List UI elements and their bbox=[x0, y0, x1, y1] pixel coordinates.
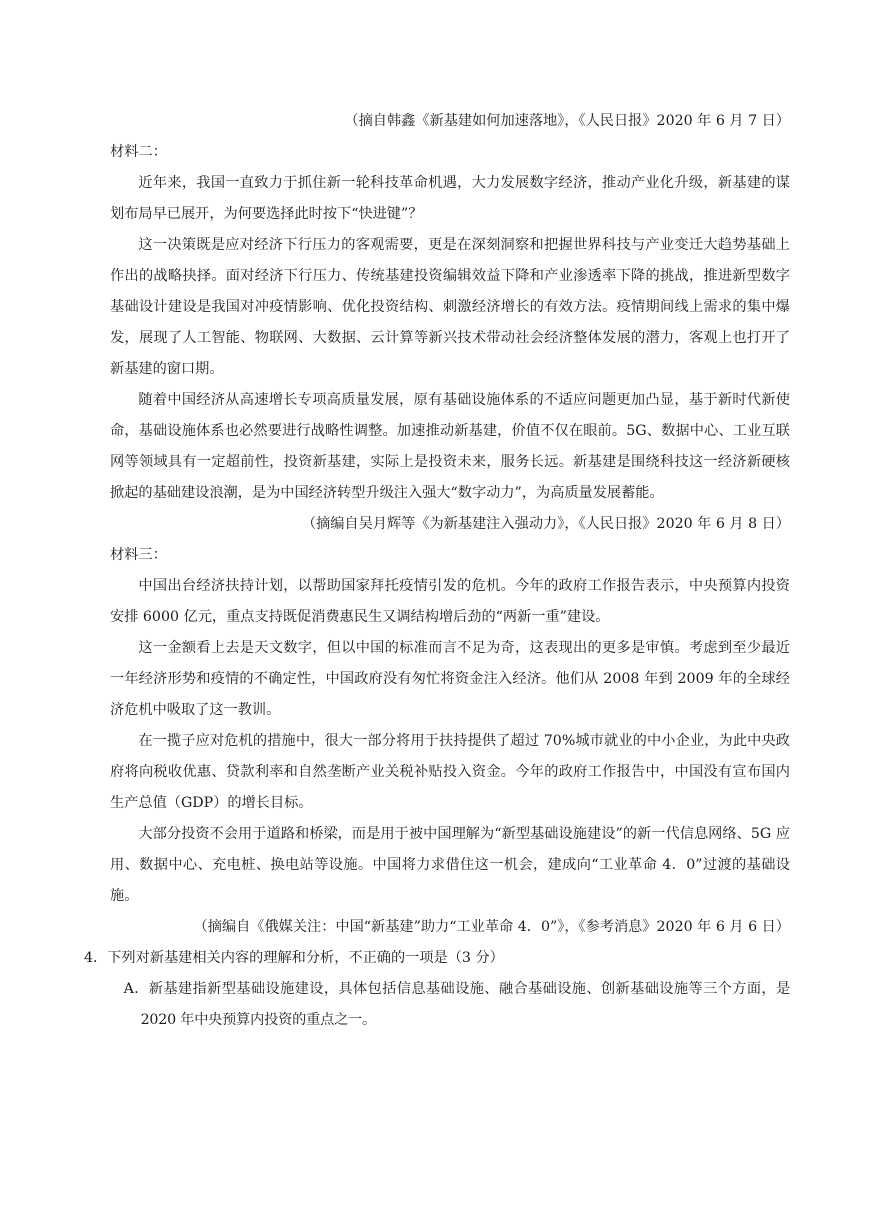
material-2-paragraph-3: 随着中国经济从高速增长专项高质量发展，原有基础设施体系的不适应问题更加凸显，基于新时代新使命，基础设施体系也必然要进行战略性调整。加速推动新基建，价值不仅在眼前。5G、数据中心、工业互联网等领域具有一定超前性，投资新基建，实际上是投资未来，服务长远。新基建是围绕科技这一经济新硬核掀起的基础建设浪潮，是为中国经济转型升级注入强大“数字动力”，为高质量发展蓄能。 bbox=[110, 392, 790, 501]
source-citation-1: （摘自韩鑫《新基建如何加速落地》，《人民日报》2020 年 6 月 7 日） bbox=[344, 113, 790, 129]
material-2-paragraph-2: 这一决策既是应对经济下行压力的客观需要，更是在深刻洞察和把握世界科技与产业变迁大趋势基础上作出的战略抉择。面对经济下行压力、传统基建投资编辑效益下降和产业渗透率下降的挑战，推进新型数字基础设计建设是我国对冲疫情影响、优化投资结构、刺激经济增长的有效方法。疫情期间线上需求的集中爆发，展现了人工智能、物联网、大数据、云计算等新兴技术带动社会经济整体发展的潜力，客观上也打开了新基建的窗口期。 bbox=[110, 237, 790, 377]
source-citation-2: （摘编自吴月辉等《为新基建注入强动力》，《人民日报》2020 年 6 月 8 日） bbox=[301, 516, 790, 532]
material-3-label: 材料三： bbox=[110, 547, 167, 563]
source-citation-3: （摘编自《俄媒关注：中国“新基建”助力“工业革命 4．0”》，《参考消息》2020 年 6 月 6 日） bbox=[193, 919, 790, 935]
question-4-stem: 4．下列对新基建相关内容的理解和分析，不正确的一项是（3 分） bbox=[84, 950, 504, 966]
material-3-paragraph-1: 中国出台经济扶持计划，以帮助国家拜托疫情引发的危机。今年的政府工作报告表示，中央预算内投资安排 6000 亿元，重点支持既促消费惠民生又调结构增后劲的“两新一重”建设。 bbox=[110, 578, 790, 625]
document-page bbox=[84, 106, 790, 1036]
material-2-paragraph-1: 近年来，我国一直致力于抓住新一轮科技革命机遇，大力发展数字经济，推动产业化升级，新基建的谋划布局早已展开，为何要选择此时按下“快进键”？ bbox=[110, 175, 790, 222]
material-3-paragraph-2: 这一金额看上去是天文数字，但以中国的标准而言不足为奇，这表现出的更多是审慎。考虑到至少最近一年经济形势和疫情的不确定性，中国政府没有匆忙将资金注入经济。他们从 2008 年到 2009 年的全球经济危机中吸取了这一教训。 bbox=[110, 640, 790, 718]
question-4-option-a: A．新基建指新型基础设施建设，具体包括信息基础设施、融合基础设施、创新基础设施等三个方面，是 2020 年中央预算内投资的重点之一。 bbox=[123, 981, 790, 1028]
material-3-paragraph-4: 大部分投资不会用于道路和桥梁，而是用于被中国理解为“新型基础设施建设”的新一代信息网络、5G 应用、数据中心、充电桩、换电站等设施。中国将力求借住这一机会，建成向“工业革命 4．0”过渡的基础设施。 bbox=[110, 826, 790, 904]
material-3-paragraph-3: 在一揽子应对危机的措施中，很大一部分将用于扶持提供了超过 70%城市就业的中小企业，为此中央政府将向税收优惠、贷款利率和自然垄断产业关税补贴投入资金。今年的政府工作报告中，中国没有宣布国内生产总值（GDP）的增长目标。 bbox=[110, 733, 790, 811]
material-2-label: 材料二： bbox=[110, 144, 167, 160]
